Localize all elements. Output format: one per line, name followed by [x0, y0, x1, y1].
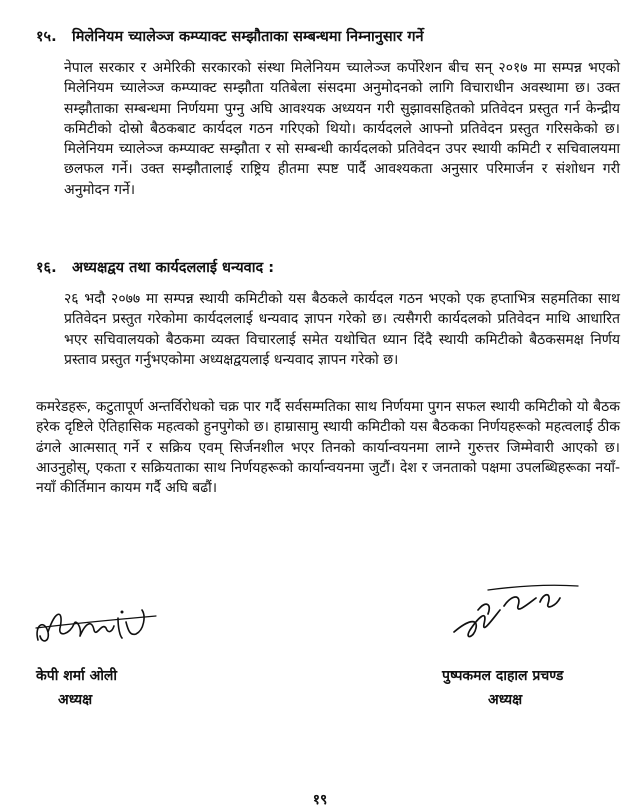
section-16-number: १६.	[36, 260, 57, 276]
section-15-title: मिलेनियम च्यालेञ्ज कम्प्याक्ट सम्झौताका सम्बन्धमा निम्नानुसार गर्ने	[72, 29, 424, 45]
section-15-heading	[36, 27, 424, 47]
signature-left-image	[30, 598, 170, 658]
closing-paragraph: कमरेडहरू, कटुतापूर्ण अन्तर्विरोधको चक्र पार गर्दै सर्वसम्मतिका साथ निर्णयमा पुगन सफल स्थायी कमिटीको यो बैठक हरेक दृष्टिले ऐतिहासिक महत्वको हुनपुगेको छ। हाम्रासामु स्थायी कमिटीको यस बैठकका निर्णयहरूको महत्वलाई ठीक ढंगले आत्मसात् गर्ने र सक्रिय एवम् सिर्जनशील भएर तिनको कार्यान्वयनमा लाग्ने गुरुत्तर जिम्मेवारी आएको छ। आउनुहोस्, एकता र सक्रियताका साथ निर्णयहरूको कार्यान्वयनमा जुटौं। देश र जनताको पक्षमा उपलब्धिहरूका नयाँ-नयाँ कीर्तिमान कायम गर्दै अघि बढौं।	[36, 399, 620, 497]
signatory-left-name: केपी शर्मा ओली	[36, 668, 118, 684]
signatory-right-role: अध्यक्ष	[488, 692, 523, 708]
section-16-heading	[36, 258, 274, 278]
page-number: १९	[312, 792, 328, 808]
section-15-number: १५.	[36, 29, 57, 45]
section-16-title: अध्यक्षद्वय तथा कार्यदललाई धन्यवाद :	[72, 260, 275, 276]
section-15-body: नेपाल सरकार र अमेरिकी सरकारको संस्था मिलेनियम च्यालेञ्ज कर्पोरेशन बीच सन् २०१७ मा सम्पन्न भएको मिलेनियम च्यालेञ्ज कम्प्याक्ट सम्झौता यतिबेला संसदमा अनुमोदनको लागि विचाराधीन अवस्थामा छ। उक्त सम्झौताका सम्बन्धमा निर्णयमा पुग्नु अघि आवश्यक अध्ययन गरी सुझावसहितको प्रतिवेदन प्रस्तुत गर्न केन्द्रीय कमिटीको दोस्रो बैठकबाट कार्यदल गठन गरिएको थियो। कार्यदलले आफ्नो प्रतिवेदन प्रस्तुत गरिसकेको छ। मिलेनियम च्यालेञ्ज कम्प्याक्ट सम्झौता र सो सम्बन्धी कार्यदलको प्रतिवेदन उपर स्थायी कमिटी र सचिवालयमा छलफल गर्ने। उक्त सम्झौतालाई राष्ट्रिय हीतमा स्पष्ट पार्दै आवश्यकता अनुसार परिमार्जन र संशोधन गरी अनुमोदन गर्ने।	[64, 60, 620, 198]
signatory-left-role: अध्यक्ष	[58, 692, 93, 708]
signatory-right-name: पुष्पकमल दाहाल प्रचण्ड	[442, 668, 564, 684]
signature-right-image	[448, 580, 588, 650]
section-16-body: २६ भदौ २०७७ मा सम्पन्न स्थायी कमिटीको यस बैठकले कार्यदल गठन भएको एक हप्ताभित्र सहमतिका साथ प्रतिवेदन प्रस्तुत गरेकोमा कार्यदललाई धन्यवाद ज्ञापन गरेको छ। त्यसैगरी कार्यदलको प्रतिवेदन माथि आधारित भएर सचिवालयको बैठकमा व्यक्त विचारलाई समेत यथोचित ध्यान दिंदै स्थायी कमिटीको बैठकसमक्ष निर्णय प्रस्ताव प्रस्तुत गर्नुभएकोमा अध्यक्षद्वयलाई धन्यवाद ज्ञापन गरेको छ।	[64, 291, 620, 368]
